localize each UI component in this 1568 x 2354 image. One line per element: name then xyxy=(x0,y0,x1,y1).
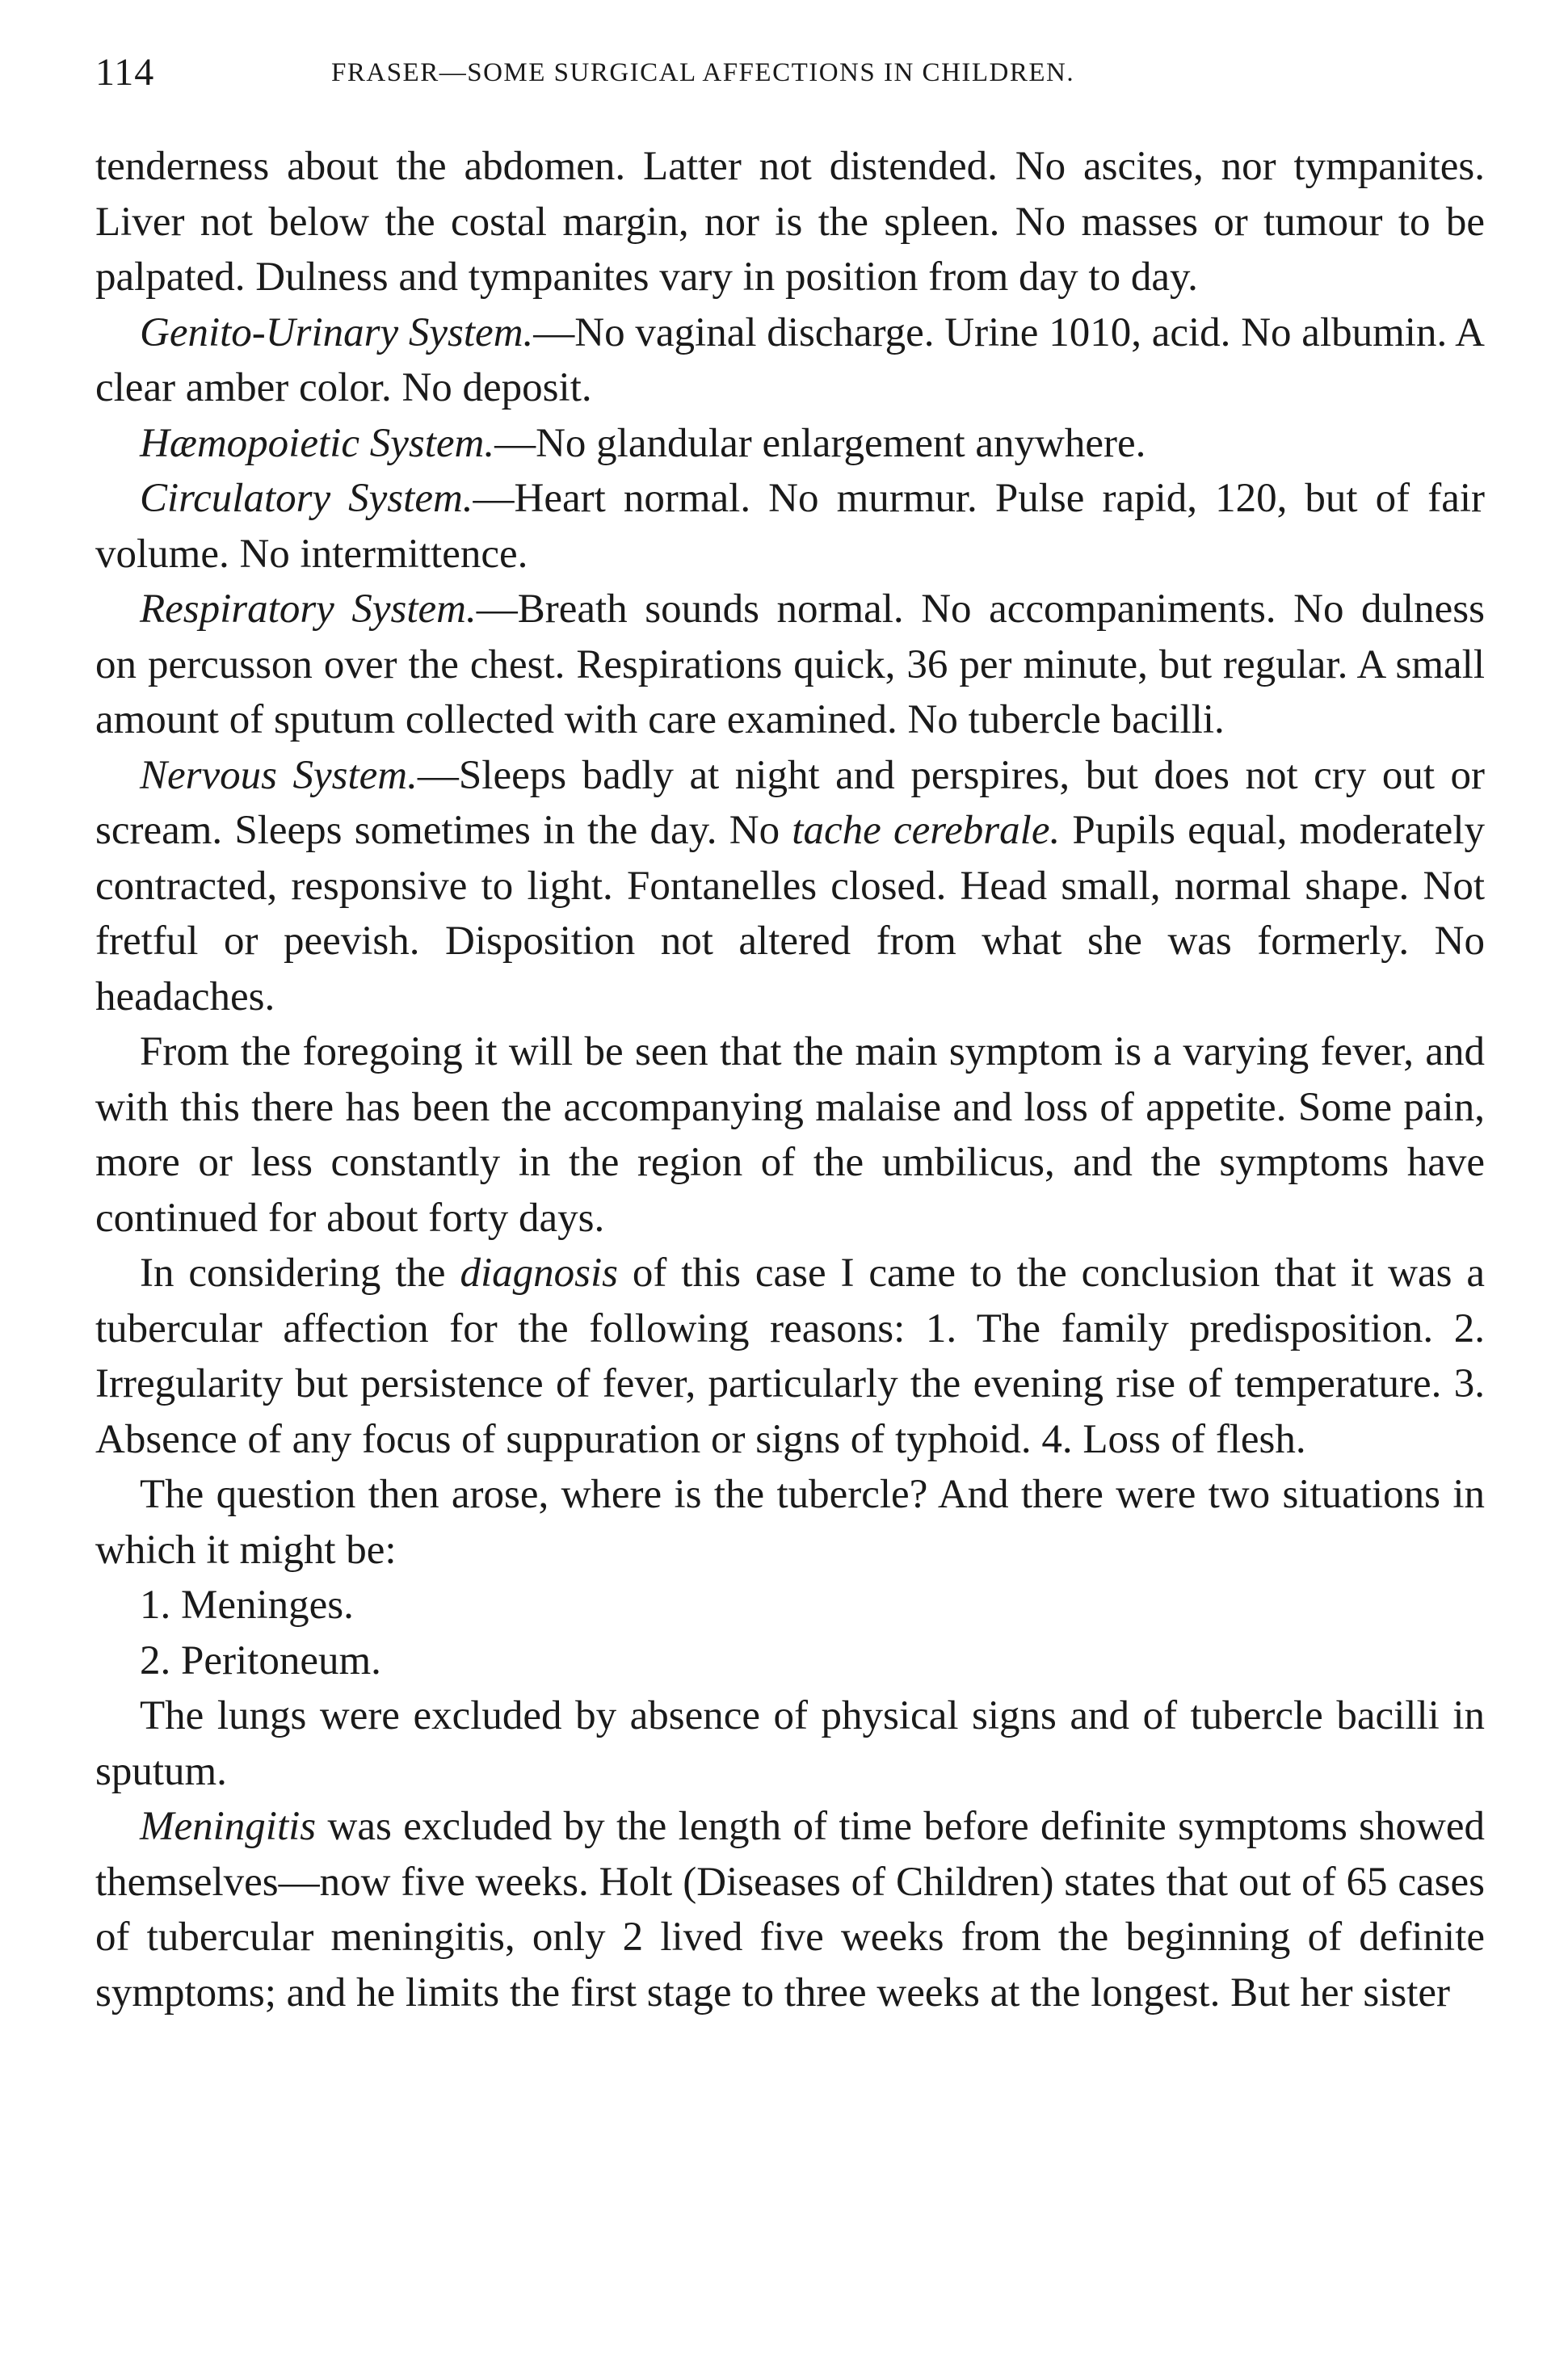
list-item: 2. Peritoneum. xyxy=(140,1637,381,1684)
paragraph-text: In considering the xyxy=(140,1251,460,1296)
paragraph-text: tenderness about the abdomen. Latter not distended. No ascites, nor tympanites. Liver not below the costal margin, nor is the spleen. No masses or tumour to be palpated. Dulness and tympanites vary in position from day to day. xyxy=(95,144,1485,300)
paragraph xyxy=(95,416,1485,472)
section-heading-nervous: Nervous System. xyxy=(140,752,418,798)
paragraph-text: —Sleeps badly at night and perspires, but does not cry out or scream. Sleeps sometimes in the day. No xyxy=(95,752,1486,853)
paragraph xyxy=(95,1799,1485,2020)
paragraph xyxy=(95,1246,1485,1467)
paragraph-text: —No glandular enlargement anywhere. xyxy=(494,420,1146,466)
paragraph xyxy=(95,139,1485,305)
paragraph-text: —Heart normal. No murmur. Pulse rapid, 120, but of fair volume. No intermittence. xyxy=(95,476,1485,577)
section-heading-respiratory: Respiratory System. xyxy=(140,586,477,632)
running-title: FRASER—SOME SURGICAL AFFECTIONS IN CHILDREN. xyxy=(331,58,1075,87)
paragraph xyxy=(95,748,1485,1025)
section-heading-meningitis: Meningitis xyxy=(140,1804,317,1849)
list-item: 1. Meninges. xyxy=(140,1583,354,1628)
italic-term: tache cerebrale. xyxy=(792,808,1061,853)
paragraph-text: —No vaginal discharge. Urine 1010, acid. No albumin. A clear amber color. No deposit. xyxy=(95,309,1485,410)
section-heading-haemopoietic: Hæmopoietic System. xyxy=(140,420,495,466)
paragraph: The lungs were excluded by absence of physical signs and of tubercle bacilli in sputum. xyxy=(95,1693,1485,1794)
paragraph xyxy=(95,582,1485,748)
paragraph xyxy=(95,305,1485,416)
book-page xyxy=(95,39,1485,2020)
paragraph-text: Pupils equal, moderately contracted, responsive to light. Fontanelles closed. Head small, normal shape. Not fretful or peevish. Disposition not altered from what she was formerly. No headaches. xyxy=(95,808,1485,1019)
paragraph: The question then arose, where is the tubercle? And there were two situations in which it might be: xyxy=(95,1472,1485,1573)
section-heading-genito-urinary: Genito-Urinary System. xyxy=(140,309,534,355)
body-text xyxy=(95,139,1485,2020)
paragraph-text: of this case I came to the conclusion that it was a tubercular affection for the following reasons: 1. The family predisposition. 2. Irregularity but persistence of fever, particularly the evening rise of temperature. 3. Absence of any focus of suppuration or signs of typhoid. 4. Loss of flesh. xyxy=(95,1251,1485,1462)
paragraph-text: —Breath sounds normal. No accompaniments. No dulness on percusson over the chest. Respirations quick, 36 per minute, but regular. A small amount of sputum collected with care examined. No tubercle bacilli. xyxy=(95,586,1485,742)
running-head xyxy=(95,39,1485,103)
paragraph-text: was excluded by the length of time before definite symptoms showed themselves—now five weeks. Holt (Diseases of Children) states that out of 65 cases of tubercular meningitis, only 2 lived five weeks from the beginning of definite symptoms; and he limits the first stage to three weeks at the longest. But her sister xyxy=(95,1804,1485,2016)
paragraph xyxy=(95,471,1485,582)
page-number: 114 xyxy=(95,51,155,94)
section-heading-circulatory: Circulatory System. xyxy=(140,476,473,521)
paragraph: From the foregoing it will be seen that the main symptom is a varying fever, and with this there has been the accompanying malaise and loss of appetite. Some pain, more or less constantly in the region of the umbilicus, and the symptoms have continued for about forty days. xyxy=(95,1029,1485,1241)
italic-term: diagnosis xyxy=(460,1251,618,1296)
